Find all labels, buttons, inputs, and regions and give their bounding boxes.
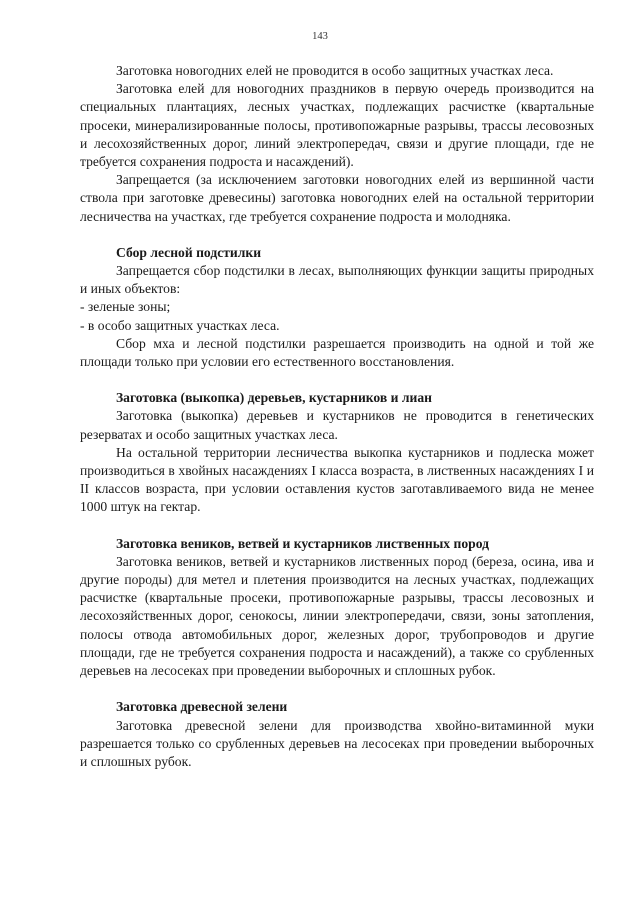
section-heading: Сбор лесной подстилки	[116, 244, 262, 260]
section-heading: Заготовка веников, ветвей и кустарников лиственных пород	[116, 535, 489, 551]
section-heading: Заготовка (выкопка) деревьев, кустарников и лиан	[116, 390, 432, 406]
spacer	[80, 517, 594, 535]
spacer	[80, 371, 594, 389]
paragraph: Сбор мха и лесной подстилки разрешается производить на одной и той же площади только при условии его естественного восстановления.	[80, 335, 594, 370]
spacer	[80, 226, 594, 244]
paragraph: Заготовка древесной зелени для производства хвойно-витаминной муки разрешается только со срубленных деревьев на лесосеках при проведении выборочных и сплошных рубок.	[80, 717, 594, 769]
paragraph: Запрещается (за исключением заготовки новогодних елей из вершинной части ствола при заготовке древесины) заготовка новогодних елей на остальной территории лесничества на участках, где требуется сохранение подроста и молодняка.	[80, 172, 594, 224]
spacer	[80, 680, 594, 698]
paragraph: Заготовка (выкопка) деревьев и кустарников не проводится в генетических резерватах и особо защитных участках леса.	[80, 408, 594, 442]
paragraph: Заготовка елей для новогодних праздников в первую очередь производится на специальных плантациях, лесных участках, подлежащих расчистке (квартальные просеки, минерализированные полосы, противопожарные разрывы, трассы лесовозных и лесохозяйственных дорог, линий электропередач, связи и другие площади, где не требуется сохранения подроста и насаждений).	[80, 81, 594, 170]
section-heading: Заготовка древесной зелени	[116, 699, 288, 715]
list-item: - зеленые зоны;	[80, 299, 171, 315]
paragraph: Заготовка веников, ветвей и кустарников лиственных пород (береза, осина, ива и другие породы) для метел и плетения производится на лесных участках, подлежащих расчистке (квартальные просеки, противопожарные разрывы, трассы лесовозных и лесохозяйственных дорог, сенокосы, линии электропередачи, связи, зоны затопления, полосы отвода автомобильных дорог, железных дорог, трубопроводов и другие площади, где не требуется сохранения подроста и насаждений), а также со срубленных деревьев на лесосеках при проведении выборочных и сплошных рубок.	[80, 553, 594, 679]
paragraph: Заготовка новогодних елей не проводится в особо защитных участках леса.	[116, 63, 554, 78]
paragraph: Запрещается сбор подстилки в лесах, выполняющих функции защиты природных и иных объектов:	[80, 263, 594, 297]
paragraph: На остальной территории лесничества выкопка кустарников и подлеска может производиться в хвойных насаждениях I класса возраста, в лиственных насаждениях I и II классов возраста, при условии оставления кустов заготавливаемого вида не менее 1000 штук на гектар.	[80, 444, 594, 515]
list-item: - в особо защитных участках леса.	[80, 317, 280, 333]
page-number: 143	[312, 31, 328, 42]
page-body	[80, 62, 594, 771]
